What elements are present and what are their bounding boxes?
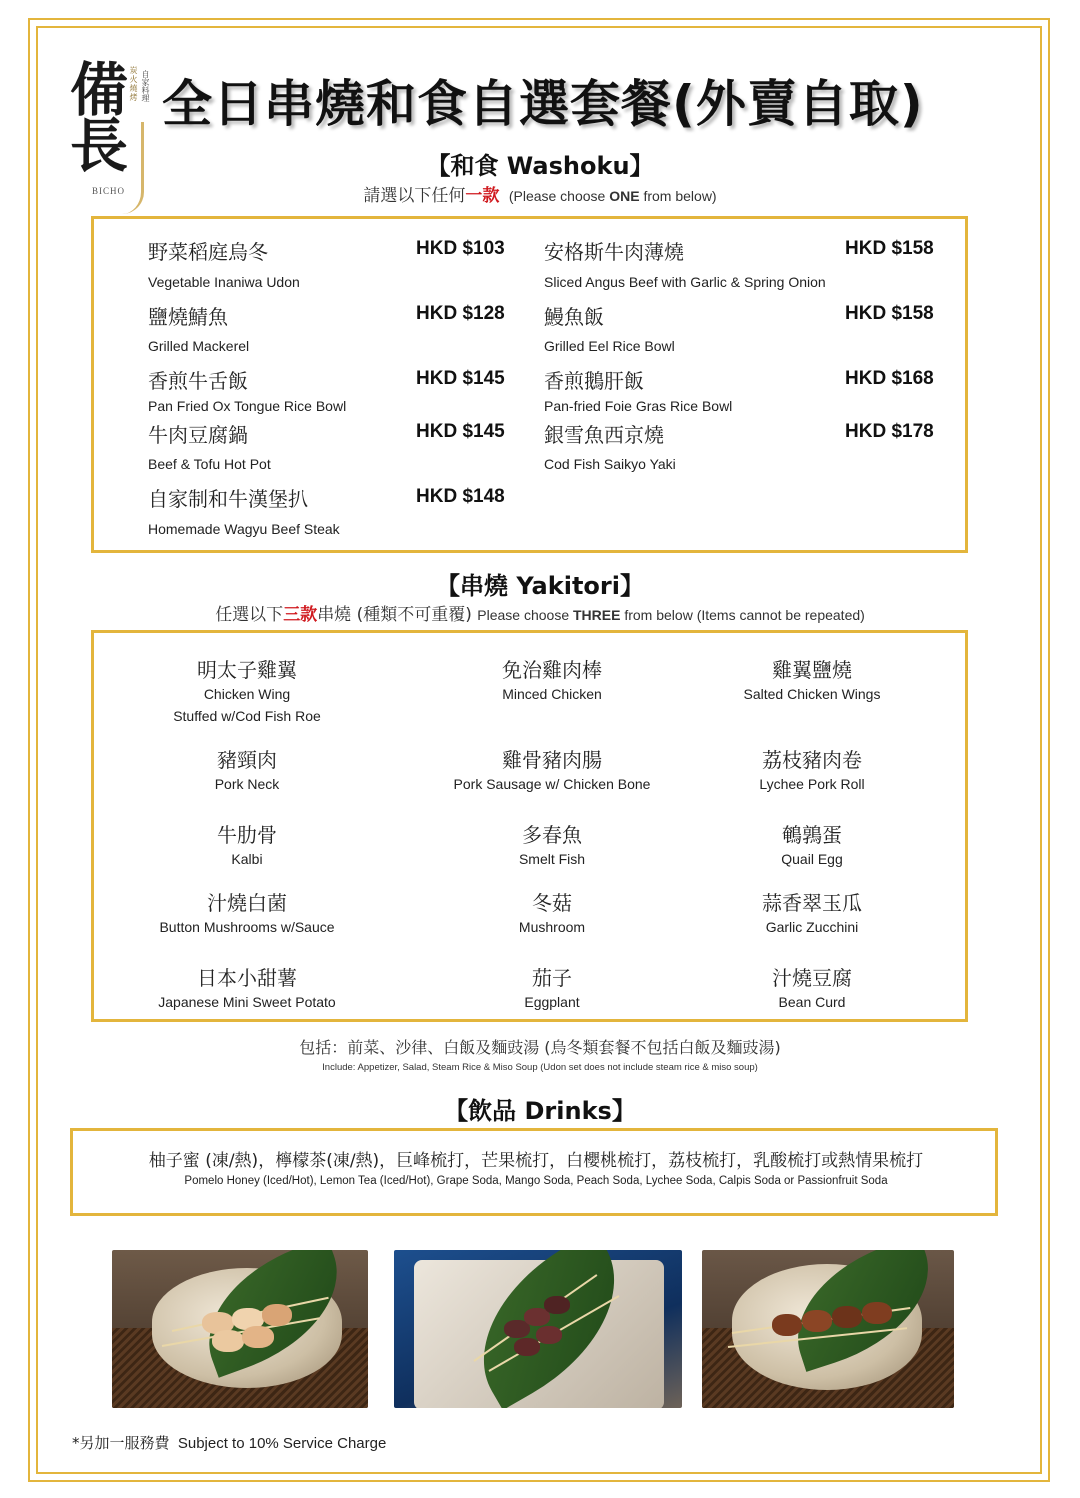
service-charge-en: Subject to 10% Service Charge xyxy=(177,1435,387,1452)
yakitori-instruction-en-pre: Please choose xyxy=(477,607,573,623)
drinks-heading: 【飲品 Drinks】 xyxy=(444,1097,636,1125)
washoku-item-price: HKD $178 xyxy=(845,421,934,442)
yakitori-instruction xyxy=(0,600,1080,625)
yakitori-item-en: Kalbi xyxy=(231,851,263,867)
washoku-item xyxy=(544,301,604,330)
yakitori-instruction-zh-post: 串燒 (種類不可重覆) xyxy=(317,605,478,625)
washoku-item-price: HKD $158 xyxy=(845,238,934,259)
yakitori-item-zh: 荔枝豬肉卷 xyxy=(762,748,862,772)
yakitori-item xyxy=(662,887,962,938)
food-photo-chicken-hearts xyxy=(394,1250,682,1408)
yakitori-item-zh: 雞翼鹽燒 xyxy=(772,658,852,682)
yakitori-item xyxy=(97,887,397,938)
yakitori-item xyxy=(662,744,962,795)
washoku-item-price: HKD $145 xyxy=(416,421,505,442)
drinks-list-en: Pomelo Honey (Iced/Hot), Lemon Tea (Iced/Hot), Grape Soda, Mango Soda, Peach Soda, Lychee Soda, Calpis Soda or Passionfruit Soda xyxy=(184,1175,888,1187)
washoku-instruction-zh: 請選以下任何 xyxy=(363,186,466,206)
drinks-box xyxy=(70,1128,998,1216)
washoku-item xyxy=(148,483,308,512)
yakitori-item-zh: 茄子 xyxy=(532,966,572,990)
yakitori-item-zh: 日本小甜薯 xyxy=(197,966,297,990)
service-charge-zh: *另加一服務費 xyxy=(72,1434,170,1452)
yakitori-item xyxy=(402,654,702,705)
washoku-item-en: Sliced Angus Beef with Garlic & Spring Onion xyxy=(544,274,826,290)
washoku-item xyxy=(148,236,268,265)
washoku-item-price: HKD $158 xyxy=(845,303,934,324)
washoku-instruction-en-post: from below) xyxy=(639,188,717,204)
washoku-item-price: HKD $145 xyxy=(416,368,505,389)
yakitori-item-en: Salted Chicken Wings xyxy=(743,686,881,702)
washoku-item xyxy=(148,365,248,394)
logo-characters: 備長 xyxy=(70,56,129,180)
yakitori-item xyxy=(662,962,962,1013)
yakitori-item-en: Japanese Mini Sweet Potato xyxy=(158,994,336,1010)
washoku-item-zh: 安格斯牛肉薄燒 xyxy=(544,240,684,264)
washoku-item-en: Pan-fried Foie Gras Rice Bowl xyxy=(544,398,733,414)
yakitori-item-zh: 牛肋骨 xyxy=(217,823,277,847)
washoku-item xyxy=(148,301,228,330)
washoku-item xyxy=(148,419,248,448)
yakitori-instruction-en-bold: THREE xyxy=(573,607,621,623)
yakitori-item xyxy=(97,654,397,727)
washoku-item xyxy=(544,365,644,394)
yakitori-heading: 【串燒 Yakitori】 xyxy=(436,572,644,600)
washoku-instruction-highlight: 一款 xyxy=(465,186,500,206)
yakitori-item-zh: 免治雞肉棒 xyxy=(502,658,602,682)
yakitori-item-en: Pork Sausage w/ Chicken Bone xyxy=(453,776,651,792)
washoku-item-zh: 牛肉豆腐鍋 xyxy=(148,423,248,447)
yakitori-item-zh: 明太子雞翼 xyxy=(197,658,297,682)
logo-side-text-2: 自家料理 xyxy=(141,70,150,102)
yakitori-item-zh: 冬菇 xyxy=(532,891,572,915)
logo-name: BICHO xyxy=(92,186,126,196)
yakitori-instruction-en-post: from below (Items cannot be repeated) xyxy=(620,607,865,623)
yakitori-item xyxy=(97,962,397,1013)
logo-side-text: 炭火燒烤 xyxy=(129,66,138,102)
food-photo-pork-skewers xyxy=(702,1250,954,1408)
yakitori-item-en: Garlic Zucchini xyxy=(765,919,859,935)
yakitori-item-en: Pork Neck xyxy=(214,776,280,792)
washoku-item-en: Grilled Mackerel xyxy=(148,338,250,354)
yakitori-item xyxy=(402,819,702,870)
page-title: 全日串燒和食自選套餐(外賣自取) xyxy=(162,75,924,133)
set-includes-zh: 包括：前菜、沙律、白飯及麵豉湯 (烏冬類套餐不包括白飯及麵豉湯) xyxy=(299,1038,781,1057)
yakitori-item xyxy=(662,819,962,870)
yakitori-item-en: Minced Chicken xyxy=(502,686,602,702)
yakitori-item xyxy=(97,744,397,795)
washoku-item-price: HKD $168 xyxy=(845,368,934,389)
yakitori-item-en: Smelt Fish xyxy=(518,851,586,867)
yakitori-item-en: Chicken Wing xyxy=(203,686,291,702)
yakitori-item xyxy=(662,654,962,705)
yakitori-item xyxy=(97,819,397,870)
yakitori-item-zh: 多春魚 xyxy=(522,823,582,847)
food-photo-chicken-skewers xyxy=(112,1250,368,1408)
washoku-instruction-en-bold: ONE xyxy=(609,188,640,204)
washoku-item-zh: 鹽燒鯖魚 xyxy=(148,305,228,329)
yakitori-item-zh: 鵪鶉蛋 xyxy=(782,823,842,847)
yakitori-item xyxy=(402,962,702,1013)
washoku-heading: 【和食 Washoku】 xyxy=(426,152,654,180)
yakitori-instruction-zh: 任選以下 xyxy=(215,605,284,625)
yakitori-item-zh: 汁燒豆腐 xyxy=(772,966,852,990)
yakitori-item-en: Lychee Pork Roll xyxy=(759,776,865,792)
washoku-item xyxy=(544,236,684,265)
washoku-item-en: Pan Fried Ox Tongue Rice Bowl xyxy=(148,398,347,414)
washoku-item-en: Grilled Eel Rice Bowl xyxy=(544,338,675,354)
yakitori-item xyxy=(402,887,702,938)
set-includes xyxy=(0,1035,1080,1073)
yakitori-item-en: Button Mushrooms w/Sauce xyxy=(159,919,335,935)
set-includes-en: Include: Appetizer, Salad, Steam Rice & Miso Soup (Udon set does not include steam rice & miso soup) xyxy=(322,1062,758,1073)
washoku-item-zh: 銀雪魚西京燒 xyxy=(544,423,664,447)
yakitori-item-en: Bean Curd xyxy=(778,994,846,1010)
yakitori-item-en-2: Stuffed w/Cod Fish Roe xyxy=(173,708,321,724)
washoku-item-price: HKD $103 xyxy=(416,238,505,259)
washoku-item-zh: 香煎牛舌飯 xyxy=(148,369,248,393)
washoku-item-zh: 野菜稻庭烏冬 xyxy=(148,240,268,264)
washoku-item-en: Vegetable Inaniwa Udon xyxy=(148,274,300,290)
washoku-item-zh: 香煎鵝肝飯 xyxy=(544,369,644,393)
washoku-instruction-en-pre: (Please choose xyxy=(508,188,610,204)
washoku-item-price: HKD $148 xyxy=(416,486,505,507)
yakitori-item xyxy=(402,744,702,795)
service-charge-note xyxy=(72,1432,386,1453)
washoku-item-en: Beef & Tofu Hot Pot xyxy=(148,456,271,472)
yakitori-item-zh: 豬頸肉 xyxy=(217,748,277,772)
washoku-item-zh: 自家制和牛漢堡扒 xyxy=(148,487,308,511)
yakitori-item-en: Eggplant xyxy=(524,994,580,1010)
yakitori-item-en: Quail Egg xyxy=(781,851,843,867)
washoku-item xyxy=(544,419,664,448)
drinks-list-zh: 柚子蜜 (凍/熱)，檸檬茶(凍/熱)，巨峰梳打，芒果梳打，白櫻桃梳打，荔枝梳打，乳酸梳打或熱情果梳打 xyxy=(148,1151,924,1171)
washoku-instruction xyxy=(0,181,1080,206)
yakitori-item-zh: 汁燒白菌 xyxy=(207,891,287,915)
yakitori-instruction-highlight: 三款 xyxy=(283,605,318,625)
washoku-item-zh: 鰻魚飯 xyxy=(544,305,604,329)
yakitori-item-zh: 雞骨豬肉腸 xyxy=(502,748,602,772)
washoku-item-price: HKD $128 xyxy=(416,303,505,324)
washoku-item-en: Cod Fish Saikyo Yaki xyxy=(544,456,676,472)
washoku-item-en: Homemade Wagyu Beef Steak xyxy=(148,521,340,537)
yakitori-item-zh: 蒜香翠玉瓜 xyxy=(762,891,862,915)
yakitori-item-en: Mushroom xyxy=(518,919,586,935)
